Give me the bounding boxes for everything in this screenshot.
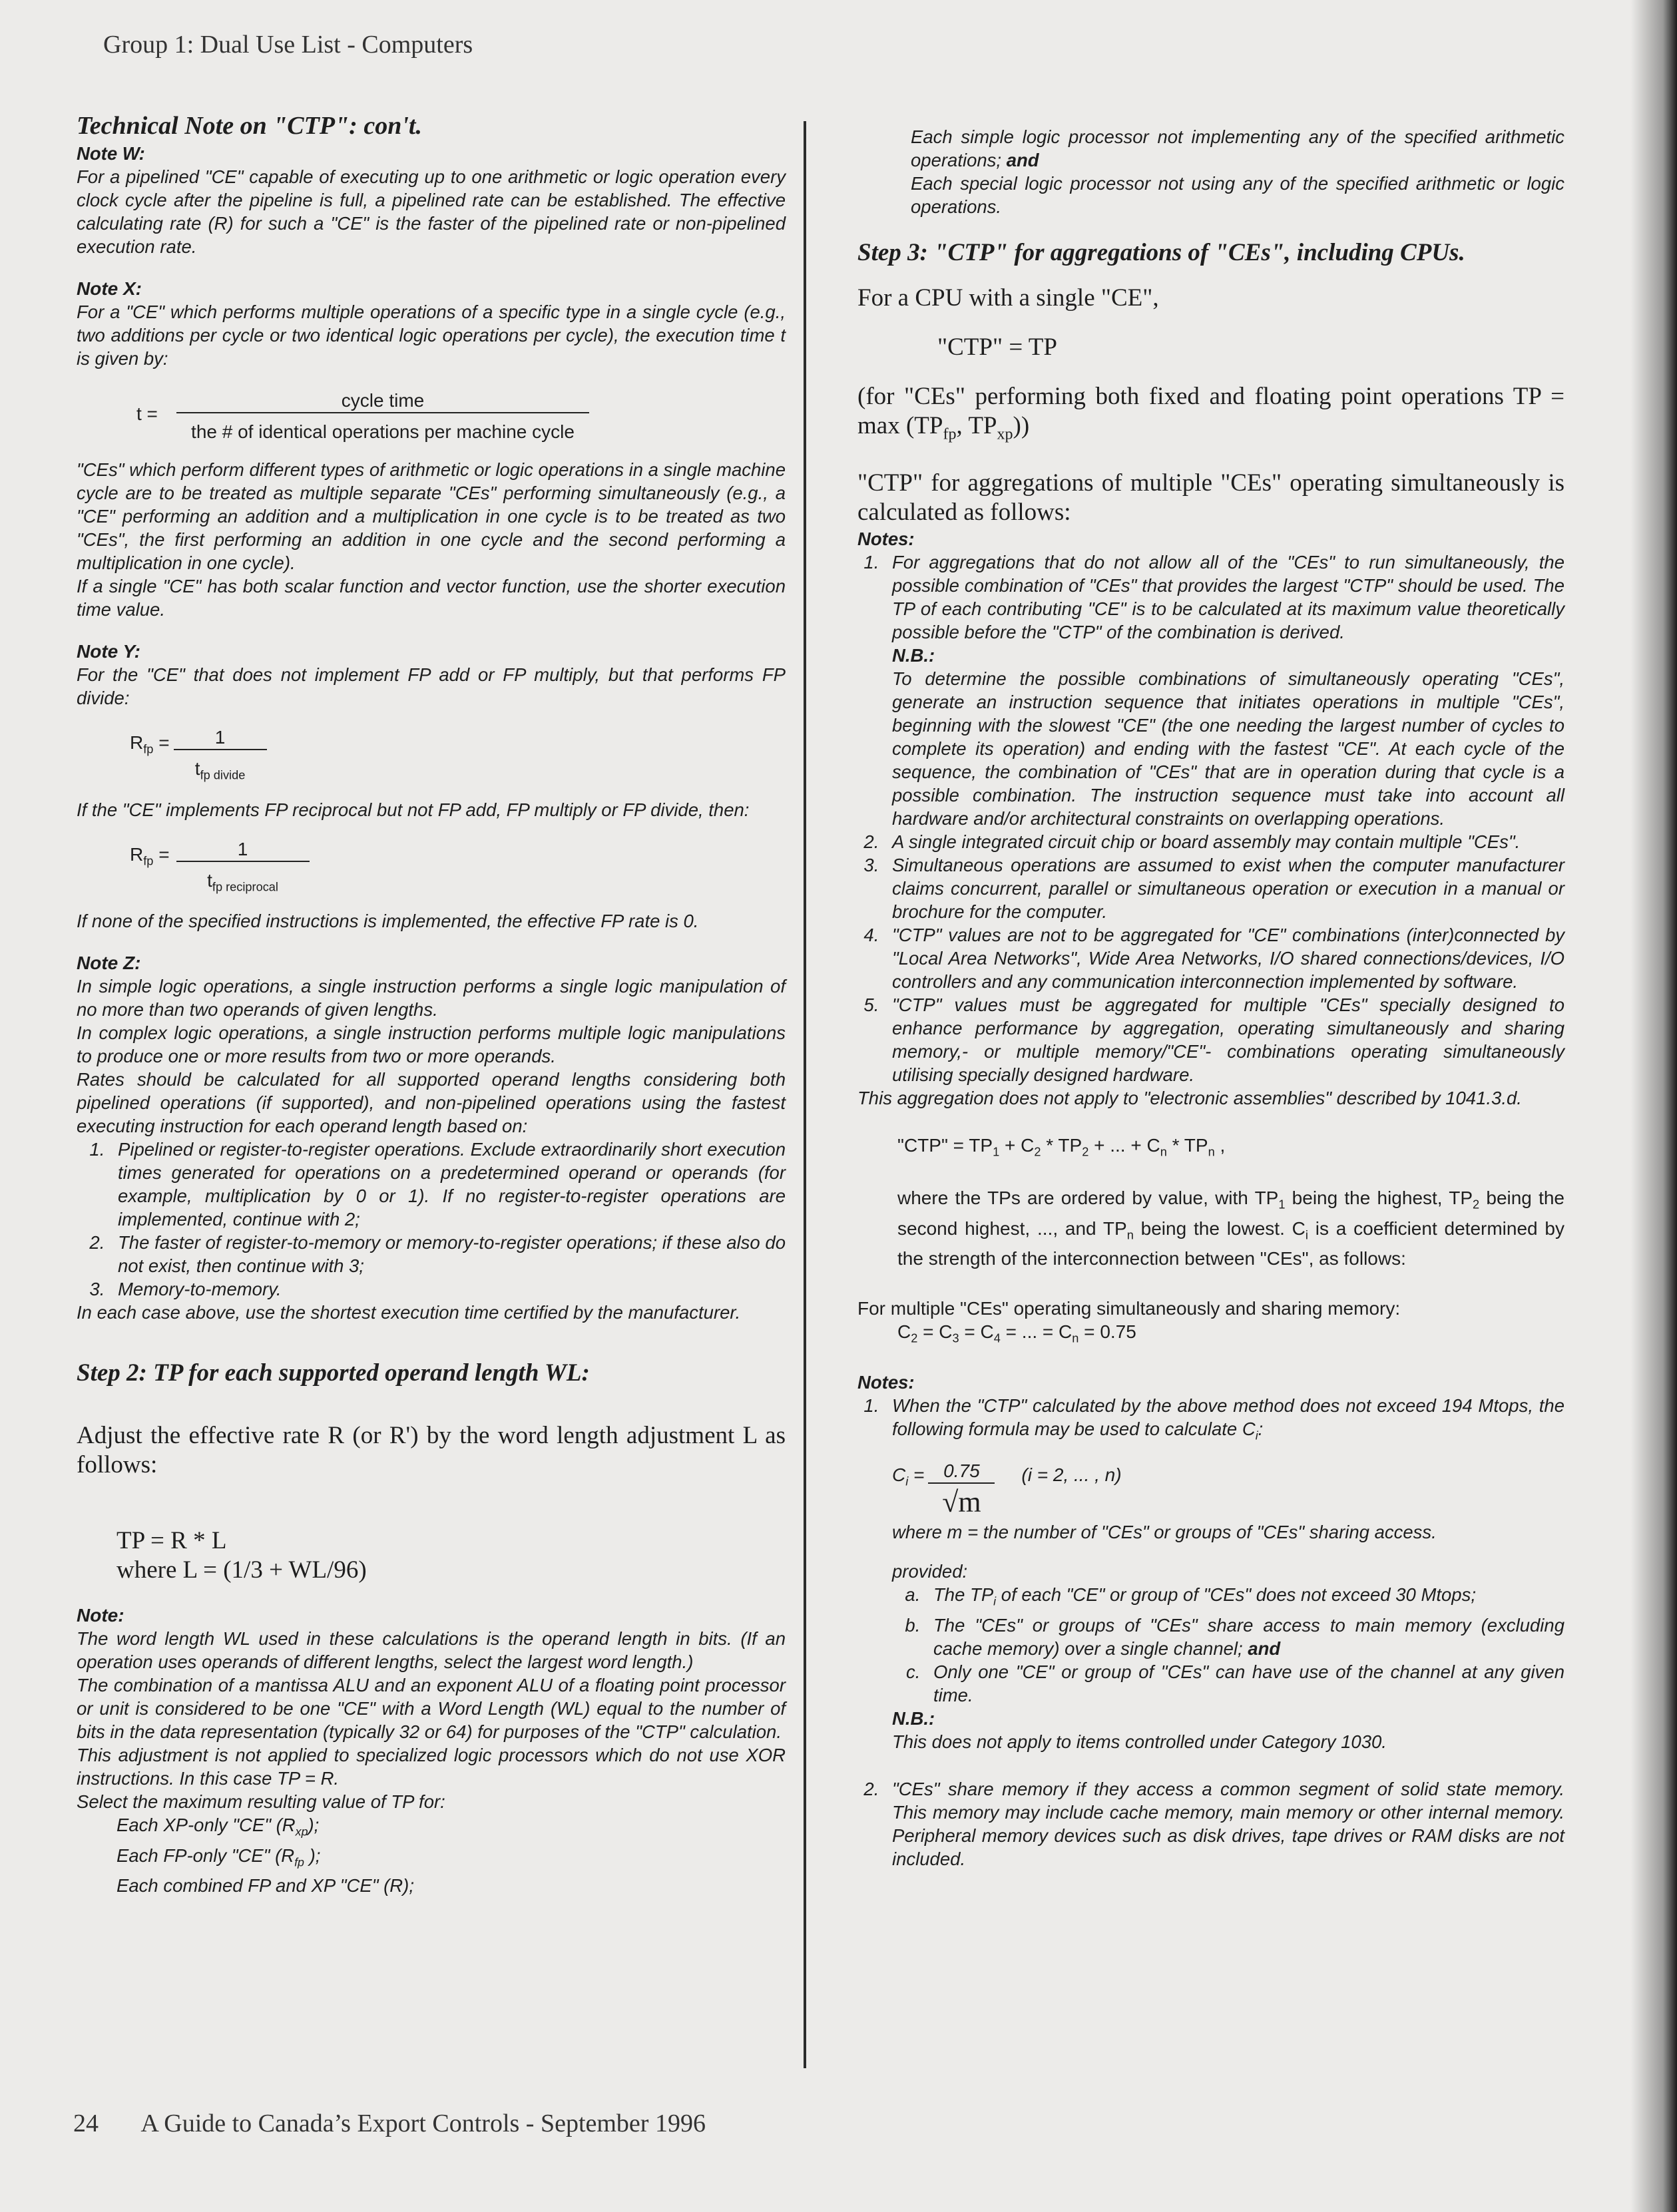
note-p4: Select the maximum resulting value of TP for:: [77, 1791, 445, 1813]
note-y-heading: Note Y:: [77, 641, 140, 662]
continued-item-2: Each special logic processor not using any of the specified arithmetic or logic operations.: [911, 173, 1564, 217]
note-y-text: For the "CE" that does not implement FP add or FP multiply, but that performs FP divide:: [77, 664, 786, 708]
list-item: b. The "CEs" or groups of "CEs" share access to main memory (excluding cache memory) over a single channel; and: [925, 1614, 1564, 1660]
list-item: 2. "CEs" share memory if they access a common segment of solid state memory. This memory may include cache memory, main memory or other internal memory. Peripheral memory devices such as disk drives, tape drives or RAM disks are not included.: [884, 1777, 1564, 1871]
fraction: [174, 726, 267, 787]
page-footer: [73, 2109, 706, 2138]
ci-formula: [892, 1459, 1564, 1519]
note-item-fp: Each FP-only "CE" ($R_{fp}$ );: [117, 1845, 321, 1869]
numerator: cycle time: [176, 389, 589, 413]
note-w-text: For a pipelined "CE" capable of executing up to one arithmetic or logic operation every clock cycle after the pipeline is full, a pipelined rate can be established. The effective calculating rate (R) for such a "CE" is the faster of the pipelined rate or non-pipelined execution rate.: [77, 166, 786, 257]
formula-fp-reciprocal: [130, 837, 786, 899]
fraction: [176, 837, 310, 899]
word-length-note: [77, 1604, 786, 1897]
note-z-p2: In complex logic operations, a single instruction performs multiple logic manipulations to produce one or more results from two or more operands.: [77, 1022, 786, 1067]
list-item: 3. Simultaneous operations are assumed to exist when the computer manufacturer claims concurrent, parallel or simultaneous operation or execution in a manual or brochure for the computer.: [884, 853, 1564, 923]
left-column: [77, 110, 786, 1897]
step3-p2: (for "CEs" performing both fixed and floating point operations TP = $\max (TP_{fp}$, $TP_{xp}$)): [857, 383, 1564, 443]
list-item: 3. Memory-to-memory.: [110, 1277, 786, 1301]
operand-list: [77, 1138, 786, 1301]
where-m: where m = the number of "CEs" or groups of "CEs" sharing access.: [892, 1522, 1437, 1543]
continued-item-1: Each simple logic processor not implementing any of the specified arithmetic operations; and: [911, 126, 1564, 170]
formula-execution-time: [136, 389, 786, 443]
numerator: 1: [176, 837, 310, 862]
nb-text: This does not apply to items controlled under Category 1030.: [892, 1731, 1387, 1752]
step3-eq1: "CTP" = TP: [937, 333, 1057, 361]
notes-heading: Notes:: [857, 1371, 915, 1393]
page-edge-shadow: [1630, 0, 1677, 2212]
notes-list: [857, 551, 1564, 1086]
ctp-formula: "CTP" = $TP_1 + C_2 * TP_2$ + ... + $C_n * TP_n$ ,: [897, 1135, 1226, 1159]
list-item: 5. "CTP" values must be aggregated for multiple "CEs" specially designed to enhance performance by aggregation, operating simultaneously and sharing memory,- or multiple memory/"CE"- combinations operating simultaneously utilising specially designed hardware.: [884, 993, 1564, 1086]
note-w: [77, 142, 786, 258]
nb-label: N.B.:: [892, 1707, 935, 1729]
note-x-text-3: If a single "CE" has both scalar function and vector function, use the shorter execution time value.: [77, 576, 786, 620]
denominator: the # of identical operations per machine cycle: [191, 421, 575, 442]
list-item: 1. For aggregations that do not allow all of the "CEs" to run simultaneously, the possible combination of "CEs" that provides the largest "CTP" should be used. The TP of each contributing "CE" is to be calculated at its maximum value theoretically possible before the "CTP" of the combination is derived. N.B.: To determine the possible combinations of simultaneously operating "CEs", generate an instruction sequence that initiates operations in multiple "CEs", beginning with the slowest "CE" (the one needing the largest number of cycles to complete its operation) and ending with the fastest "CE". At each cycle of the sequence, the combination of "CEs" that are in operation during that cycle is a possible combination. The instruction sequence must take into account all hardware and/or architectural constraints on overlapping operations.: [884, 551, 1564, 830]
fraction: [928, 1459, 995, 1519]
note-item-xp: Each XP-only "CE" $(R_{xp})$;: [117, 1815, 320, 1839]
ci-notes-list: [857, 1394, 1564, 1871]
ci-range: (i = 2, ... , n): [1021, 1464, 1122, 1486]
note-p2: The combination of a mantissa ALU and an exponent ALU of a floating point processor or unit is considered to be one "CE" with a Word Length (WL) equal to the number of bits in the data representation (typically 32 or 64) for purposes of the "CTP" calculation.: [77, 1675, 786, 1743]
column-divider: [804, 121, 806, 2068]
note-p3: This adjustment is not applied to specialized logic processors which do not use XOR instructions. In this case TP = R.: [77, 1745, 786, 1789]
list-item: 2. A single integrated circuit chip or board assembly may contain multiple "CEs".: [884, 830, 1564, 853]
step3-p3: "CTP" for aggregations of multiple "CEs" operating simultaneously is calculated as follows:: [857, 469, 1564, 527]
shared-memory-coefficients: [857, 1297, 1564, 1351]
formula-fp-divide: [130, 726, 786, 787]
step2-text: Adjust the effective rate R (or R') by the word length adjustment L as follows:: [77, 1422, 786, 1479]
aggregation-notes: [857, 527, 1564, 1110]
note-x-text-2: "CEs" which perform different types of arithmetic or logic operations in a single machine cycle are to be treated as multiple separate "CEs" performing simultaneously (e.g., a "CE" performing an addition and a multiplication in one cycle is to be treated as two "CEs", the first performing an addition in one cycle and the second performing a multiplication in one cycle).: [77, 459, 786, 573]
list-item: 1. When the "CTP" calculated by the above method does not exceed 194 Mtops, the following formula may be used to calculate $C_i$: $C_i$ = $\frac{0.75}{√m}$ (i = 2, ... , n) where m = the number of "CEs" or groups of "CEs" sharing access. provided: a. The $TP_i$ of each "CE" or group of "CEs" does not exceed 30 Mtops; b. The "CEs" or groups of "CEs" share access to main memory (excluding cache memory) over a single channel; and c. Only one "CE" or group of "CEs" can have use of the channel at any given time. N.B.: This does not apply to items controlled under Category 1030.: [884, 1394, 1564, 1753]
page-number: 24: [73, 2109, 99, 2137]
provided-label: provided:: [892, 1561, 968, 1582]
numerator: 1: [174, 726, 267, 750]
list-item: c. Only one "CE" or group of "CEs" can have use of the channel at any given time.: [925, 1660, 1564, 1707]
list-item: 2. The faster of register-to-memory or memory-to-register operations; if these also do not exist, then continue with 3;: [110, 1231, 786, 1277]
list-item: 4. "CTP" values are not to be aggregated for "CE" combinations (inter)connected by "Local Area Networks", Wide Area Networks, I/O shared connections/devices, I/O controllers and any communication interconnection implemented by software.: [884, 923, 1564, 993]
step3-heading: Step 3: "CTP" for aggregations of "CEs", including CPUs.: [857, 239, 1465, 266]
formula-lhs: $R_{fp}$ =: [130, 732, 170, 756]
denominator: √m: [942, 1486, 981, 1519]
coefficient-values: $C_2 = C_3 = C_4$ = ... = $C_n = 0.75$: [897, 1321, 1136, 1345]
list-item: a. The $TP_i$ of each "CE" or group of "CEs" does not exceed 30 Mtops;: [925, 1583, 1564, 1614]
ci-lhs: $C_i$ =: [892, 1464, 925, 1488]
list-item: 1. Pipelined or register-to-register operations. Exclude extraordinarily short execution times generated for operations on a predetermined operand or operands (for example, multiplication by 0 or 1). If no register-to-register operations are implemented, continue with 2;: [110, 1138, 786, 1231]
fraction: [176, 389, 589, 443]
note-z-p4: In each case above, use the shortest execution time certified by the manufacturer.: [77, 1302, 741, 1323]
note-x-heading: Note X:: [77, 278, 142, 299]
note-heading: Note:: [77, 1605, 124, 1626]
note-z-heading: Note Z:: [77, 953, 141, 974]
note-y-text-3: If none of the specified instructions is implemented, the effective FP rate is 0.: [77, 911, 699, 932]
section-title: Technical Note on "CTP": con't.: [77, 112, 422, 140]
continued-items: [857, 125, 1564, 218]
note-z: [77, 951, 786, 1324]
note-w-heading: Note W:: [77, 143, 145, 164]
footer-text: A Guide to Canada’s Export Controls - September 1996: [140, 2109, 706, 2137]
shared-memory-line: For multiple "CEs" operating simultaneously and sharing memory:: [857, 1298, 1401, 1319]
ci-notes: [857, 1371, 1564, 1871]
note-item-combined: Each combined FP and XP "CE" (R);: [117, 1875, 414, 1896]
notes-heading: Notes:: [857, 529, 915, 550]
right-column: [857, 125, 1564, 1871]
note-y: [77, 640, 786, 933]
note-z-p1: In simple logic operations, a single instruction performs a single logic manipulation of no more than two operands of given lengths.: [77, 976, 786, 1020]
denominator: $t_{fp divide}$: [194, 758, 246, 782]
formula-lhs: t =: [136, 403, 158, 424]
page-header: Group 1: Dual Use List - Computers: [103, 31, 473, 59]
provided-list: [892, 1583, 1564, 1707]
step2-heading: Step 2: TP for each supported operand length WL:: [77, 1359, 590, 1387]
equation-tp: TP = R * L: [117, 1527, 227, 1555]
step2-equations: [117, 1526, 786, 1585]
note-x: [77, 277, 786, 621]
note-p1: The word length WL used in these calculations is the operand length in bits. (If an operation uses operands of different lengths, select the largest word length.): [77, 1628, 786, 1673]
note-x-text: For a "CE" which performs multiple operations of a specific type in a single cycle (e.g., two additions per cycle or two identical logic operations per cycle), the execution time t is given by:: [77, 302, 786, 369]
step3-p1: For a CPU with a single "CE",: [857, 284, 1159, 312]
aggregation-exception: This aggregation does not apply to "electronic assemblies" described by 1041.3.d.: [857, 1088, 1522, 1109]
note-y-text-2: If the "CE" implements FP reciprocal but not FP add, FP multiply or FP divide, then:: [77, 799, 750, 820]
numerator: 0.75: [928, 1459, 995, 1484]
equation-l: where L = (1/3 + WL/96): [117, 1556, 367, 1584]
note-z-p3: Rates should be calculated for all supported operand lengths considering both pipelined operations (if supported), and non-pipelined operations using the fastest executing instruction for each operand length based on:: [77, 1069, 786, 1137]
formula-lhs: $R_{fp}$ =: [130, 843, 170, 868]
ordering-explanation: where the TPs are ordered by value, with $TP_1$ being the highest, $TP_2$ being the second highest, ..., and $TP_n$ being the lowest. $C_i$ is a coefficient determined by the strength of the interconnection between "CEs", as follows:: [897, 1187, 1564, 1269]
denominator: $t_{fp reciprocal}$: [207, 869, 278, 894]
